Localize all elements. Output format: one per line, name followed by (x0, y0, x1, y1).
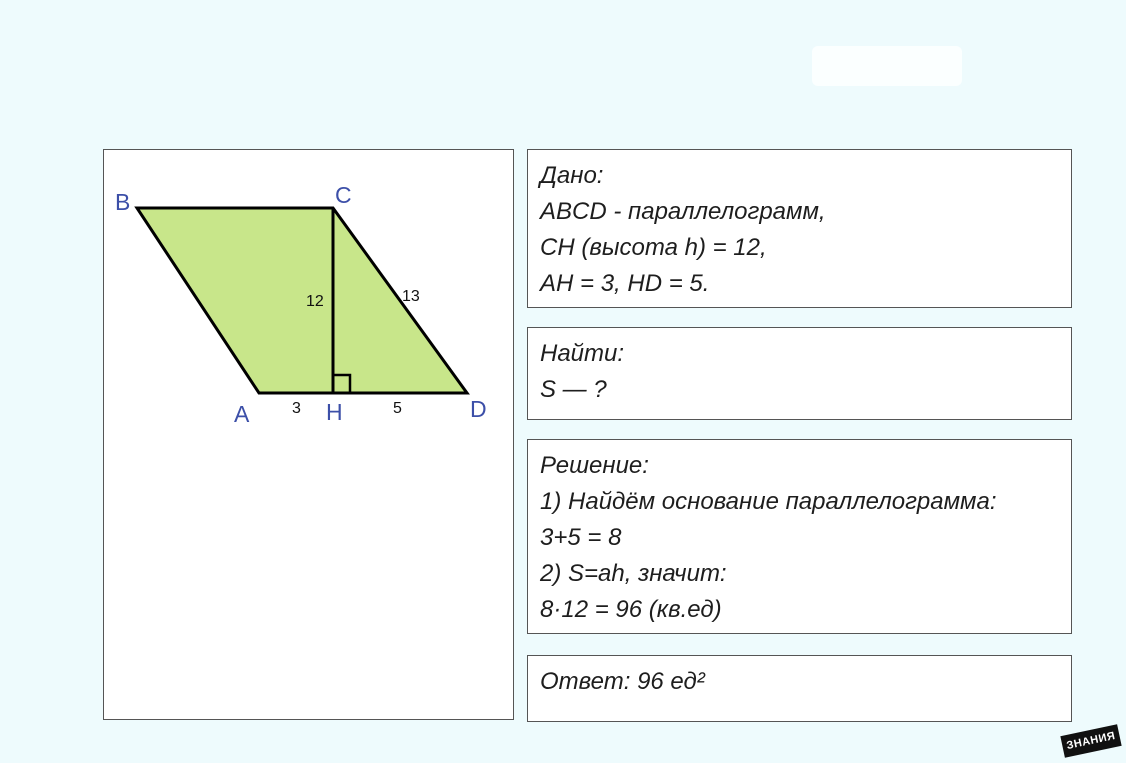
vertex-h-label: H (326, 399, 343, 425)
solution-step: 1) Найдём основание параллелограмма: (540, 488, 997, 515)
solution-step: 2) S=ah, значит: (540, 560, 727, 587)
given-line: ABCD - параллелограмм, (540, 198, 826, 225)
find-target: S — ? (540, 376, 607, 403)
solution-step: 8·12 = 96 (кв.ед) (540, 596, 722, 623)
length-hd-label: 5 (393, 400, 402, 417)
solution-heading: Решение: (540, 452, 649, 479)
length-ah-label: 3 (292, 400, 301, 417)
parallelogram-diagram (104, 150, 513, 719)
vertex-c-label: C (335, 182, 352, 208)
solution-step: 3+5 = 8 (540, 524, 622, 551)
background-highlight (812, 46, 962, 86)
answer-box (527, 655, 1072, 722)
length-cd-label: 13 (402, 288, 420, 305)
solution-box (527, 439, 1072, 634)
given-line: CH (высота h) = 12, (540, 234, 767, 261)
given-heading: Дано: (540, 162, 604, 189)
length-ch-label: 12 (306, 293, 324, 310)
vertex-a-label: A (234, 401, 250, 427)
figure-panel (103, 149, 514, 720)
given-line: AH = 3, HD = 5. (540, 270, 710, 297)
vertex-b-label: B (115, 189, 131, 215)
find-box (527, 327, 1072, 420)
znaniya-logo: ЗНАНИЯ (1060, 724, 1121, 758)
given-box (527, 149, 1072, 308)
answer-text: Ответ: 96 ед² (540, 668, 705, 695)
vertex-d-label: D (470, 396, 487, 422)
find-heading: Найти: (540, 340, 625, 367)
